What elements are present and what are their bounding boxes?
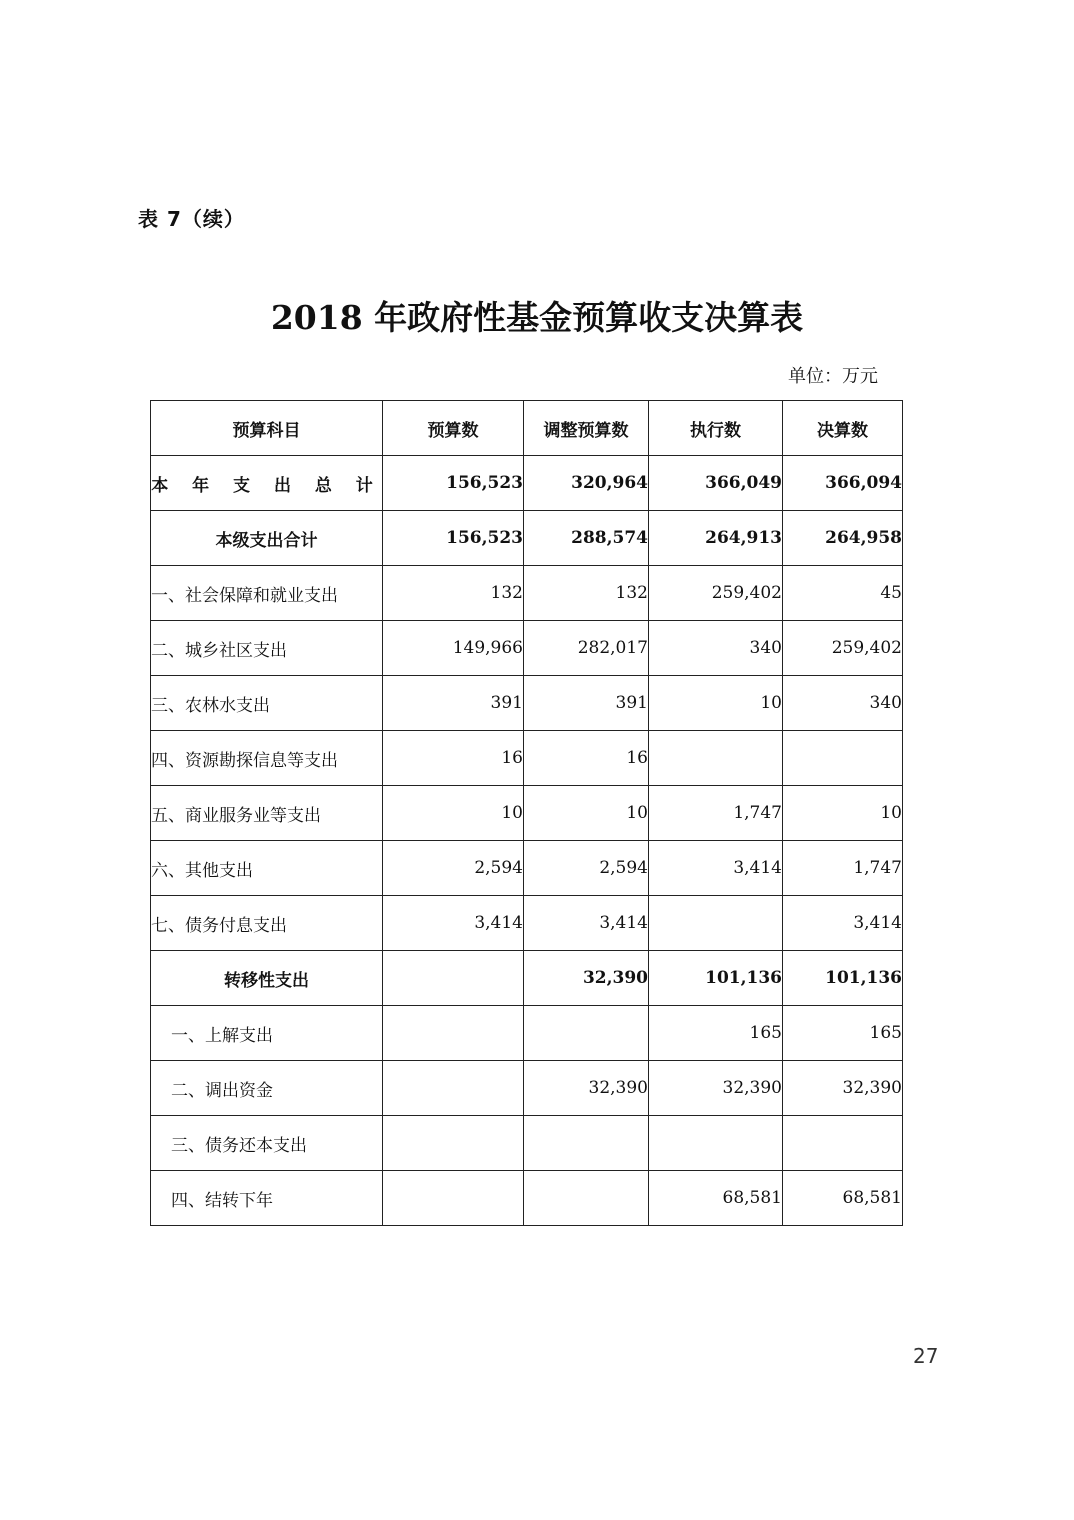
row-adjusted: 32,390	[524, 1061, 649, 1116]
row-budget	[383, 951, 524, 1006]
row-name: 本级支出合计	[151, 511, 383, 566]
column-header-adjusted: 调整预算数	[524, 401, 649, 456]
row-final: 68,581	[783, 1171, 903, 1226]
row-final: 340	[783, 676, 903, 731]
table-row	[151, 951, 903, 1006]
row-final: 45	[783, 566, 903, 621]
row-adjusted	[524, 1116, 649, 1171]
row-budget: 2,594	[383, 841, 524, 896]
row-final: 366,094	[783, 456, 903, 511]
table-row	[151, 511, 903, 566]
row-adjusted	[524, 1171, 649, 1226]
row-executed: 340	[649, 621, 783, 676]
row-name: 二、调出资金	[151, 1061, 383, 1116]
table-row	[151, 621, 903, 676]
row-executed	[649, 896, 783, 951]
row-name: 七、债务付息支出	[151, 896, 383, 951]
row-executed: 3,414	[649, 841, 783, 896]
row-adjusted: 282,017	[524, 621, 649, 676]
table-row	[151, 1116, 903, 1171]
table-row	[151, 1061, 903, 1116]
row-adjusted: 32,390	[524, 951, 649, 1006]
row-executed: 32,390	[649, 1061, 783, 1116]
row-final: 3,414	[783, 896, 903, 951]
row-adjusted: 288,574	[524, 511, 649, 566]
page-title: 2018 年政府性基金预算收支决算表	[270, 298, 804, 337]
row-final: 264,958	[783, 511, 903, 566]
row-budget	[383, 1171, 524, 1226]
row-budget: 132	[383, 566, 524, 621]
row-executed: 101,136	[649, 951, 783, 1006]
row-name: 一、社会保障和就业支出	[151, 566, 383, 621]
table-row	[151, 1006, 903, 1061]
row-name: 二、城乡社区支出	[151, 621, 383, 676]
row-adjusted: 320,964	[524, 456, 649, 511]
row-budget: 156,523	[383, 456, 524, 511]
row-final: 259,402	[783, 621, 903, 676]
column-header-final: 决算数	[783, 401, 903, 456]
row-adjusted: 16	[524, 731, 649, 786]
row-budget: 156,523	[383, 511, 524, 566]
table-row	[151, 786, 903, 841]
row-executed: 366,049	[649, 456, 783, 511]
column-header-subject: 预算科目	[151, 401, 383, 456]
row-final	[783, 1116, 903, 1171]
column-header-budget: 预算数	[383, 401, 524, 456]
row-final	[783, 731, 903, 786]
row-adjusted: 2,594	[524, 841, 649, 896]
row-budget	[383, 1006, 524, 1061]
row-budget: 16	[383, 731, 524, 786]
row-adjusted	[524, 1006, 649, 1061]
row-name: 本 年 支 出 总 计	[151, 456, 383, 511]
row-executed: 165	[649, 1006, 783, 1061]
row-budget	[383, 1116, 524, 1171]
row-name: 转移性支出	[151, 951, 383, 1006]
row-final: 32,390	[783, 1061, 903, 1116]
row-name: 三、农林水支出	[151, 676, 383, 731]
row-executed: 1,747	[649, 786, 783, 841]
row-name: 三、债务还本支出	[151, 1116, 383, 1171]
unit-label: 单位：万元	[788, 366, 878, 387]
table-row	[151, 676, 903, 731]
table-row	[151, 1171, 903, 1226]
page-number: 27	[913, 1344, 939, 1368]
table-header-row	[151, 401, 903, 456]
row-adjusted: 10	[524, 786, 649, 841]
column-header-executed: 执行数	[649, 401, 783, 456]
row-executed	[649, 1116, 783, 1171]
table-row	[151, 456, 903, 511]
table-row	[151, 896, 903, 951]
row-final: 1,747	[783, 841, 903, 896]
row-executed: 10	[649, 676, 783, 731]
row-adjusted: 391	[524, 676, 649, 731]
table-row	[151, 841, 903, 896]
row-budget: 149,966	[383, 621, 524, 676]
row-final: 165	[783, 1006, 903, 1061]
row-name: 四、资源勘探信息等支出	[151, 731, 383, 786]
row-name: 一、上解支出	[151, 1006, 383, 1061]
row-budget: 3,414	[383, 896, 524, 951]
row-name: 六、其他支出	[151, 841, 383, 896]
row-name: 五、商业服务业等支出	[151, 786, 383, 841]
table-row	[151, 566, 903, 621]
row-executed: 68,581	[649, 1171, 783, 1226]
row-budget: 10	[383, 786, 524, 841]
row-adjusted: 132	[524, 566, 649, 621]
row-budget: 391	[383, 676, 524, 731]
row-adjusted: 3,414	[524, 896, 649, 951]
row-name: 四、结转下年	[151, 1171, 383, 1226]
row-final: 10	[783, 786, 903, 841]
budget-table	[150, 400, 903, 1226]
row-final: 101,136	[783, 951, 903, 1006]
row-executed: 264,913	[649, 511, 783, 566]
row-budget	[383, 1061, 524, 1116]
row-executed: 259,402	[649, 566, 783, 621]
table-label: 表 7（续）	[138, 207, 245, 231]
row-executed	[649, 731, 783, 786]
table-row	[151, 731, 903, 786]
